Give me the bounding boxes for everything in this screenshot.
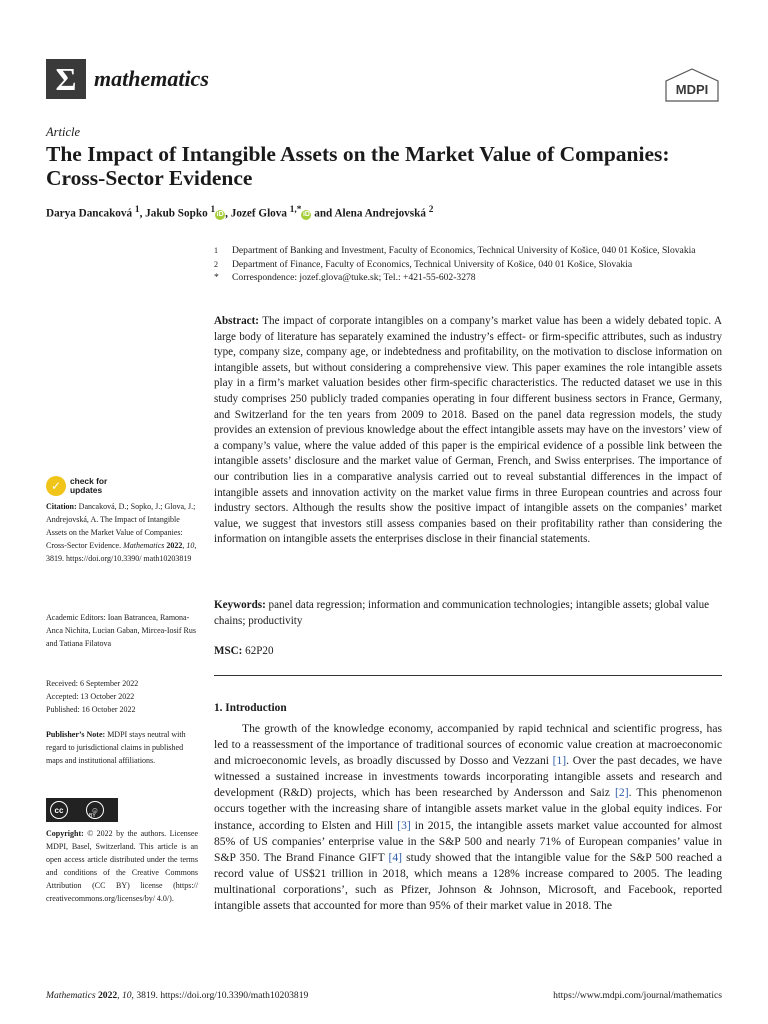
citation-link[interactable]: [2] bbox=[615, 786, 629, 800]
dates-block bbox=[46, 677, 198, 716]
abstract bbox=[214, 314, 722, 548]
abstract-text: The impact of corporate intangibles on a company’s market value has been a widely debated topic. A large body of literature has separately examined the industry’s effect- or firm-specific attributes, such as industry type, company size, company age, or indebtedness and profitability, on the motivation to disclose information on intangible assets, but without considering a comprehensive view. This paper examines the role intangible assets play in a firm’s market valuation besides other firm-specific characteristics. The reducted dataset we use in this study comprises 250 publicly traded companies operating in four different business sectors in France, Germany, and Switzerland for the ten years from 2009 to 2018. Based on the panel data regression models, the study provides an extension of previous knowledge about the effect intangible assets may have on the investors’ view of a company’s value, where the value added of this paper is the empirical evidence of a possible link between the intangible assets’ disclosure and the market value of German, French, and Swiss enterprises. The importance of our contribution lies in a comparative analysis carried out to reveal substantial differences in the impact of intangible assets and innovation activity on the market value firms in three European countries and across four industry sectors. Although the results show the positive impact of intangible assets on the companies’ market value, we suggest that investors still assess companies based on their profitability rather than considering the information on intangible assets the enterprises disclose in their financial statements. bbox=[214, 315, 722, 546]
citation-link[interactable]: [4] bbox=[388, 850, 403, 864]
updates-text: updates bbox=[70, 485, 103, 495]
intro-paragraph bbox=[214, 721, 722, 914]
author-name[interactable]: Darya Dancaková bbox=[46, 207, 133, 220]
citation-text: Dancaková, D.; Sopko, J.; Glova, J.; Andrejovská, A. The Impact of Intangible Assets on the Market Value of Companies: Cross-Sector Evidence. bbox=[46, 502, 196, 551]
citation-doi[interactable]: , 3819. https://doi.org/10.3390/ math10203819 bbox=[46, 541, 197, 564]
footer-volume: 10 bbox=[121, 990, 132, 1001]
copyright-text: © 2022 by the authors. Licensee MDPI, Basel, Switzerland. This article is an open access article distributed under the terms and conditions of the Creative Commons Attribution (CC BY) license (https:// creativecommons.org/licenses/by/ 4.0/). bbox=[46, 829, 199, 904]
author-sup: 1,* bbox=[289, 205, 302, 215]
msc-code: 62P20 bbox=[245, 645, 274, 657]
orcid-icon[interactable]: iD bbox=[216, 210, 224, 218]
author-name[interactable]: Alena Andrejovská bbox=[334, 207, 426, 220]
citation-link[interactable]: [1] bbox=[552, 754, 567, 768]
journal-logo bbox=[46, 59, 86, 99]
msc bbox=[214, 645, 274, 657]
author-name[interactable]: Jozef Glova bbox=[230, 207, 287, 220]
citation-label: Citation: bbox=[46, 502, 77, 511]
citation-journal: Mathematics bbox=[123, 541, 165, 551]
publisher-note bbox=[46, 728, 198, 767]
section-divider bbox=[214, 675, 722, 676]
section-heading: 1. Introduction bbox=[214, 702, 287, 714]
citation-year: 2022 bbox=[166, 541, 183, 551]
affiliation-text: Department of Finance, Faculty of Economics, Technical University of Košice, 040 01 Košice, Slovakia bbox=[232, 258, 633, 270]
affiliation-item bbox=[214, 244, 724, 258]
author-sup: 1 bbox=[134, 205, 140, 215]
check-for-updates-badge[interactable] bbox=[46, 476, 107, 496]
citation-link[interactable]: [3] bbox=[397, 818, 411, 832]
correspondence-text[interactable]: Correspondence: jozef.glova@tuke.sk; Tel.: +421-55-602-3278 bbox=[232, 272, 476, 283]
published-date: Published: 16 October 2022 bbox=[46, 705, 136, 715]
copyright-label: Copyright: bbox=[46, 829, 84, 838]
orcid-icon[interactable]: iD bbox=[302, 210, 310, 218]
accepted-date: Accepted: 13 October 2022 bbox=[46, 692, 135, 702]
affiliation-item bbox=[214, 271, 724, 285]
intro-text: study showed that the intangible value for the S&P 500 reached a record value of US$21 trillion in 2018, which means a 128% increase compared to 2005. The leading multinational corporations’, such as Pfizer, Johnson & Johnson, Microsoft, and Facebook, reported intangible assets that accounted for more than 95% of their market value in 2018. The bbox=[214, 850, 723, 913]
author-list: Darya Dancaková $^1$, Jakub Sopko $^1$ iD , Jozef Glova $^{1,*}$ iD and Alena Andrejovská $^2$ bbox=[46, 205, 434, 220]
publisher-note-text: MDPI stays neutral with regard to jurisdictional claims in published maps and institutional affiliations. bbox=[46, 730, 186, 766]
publisher-text: MDPI bbox=[675, 82, 709, 97]
affiliation-number: 1 bbox=[214, 246, 218, 255]
msc-label: MSC: bbox=[214, 645, 243, 657]
sigma-icon: Σ bbox=[55, 60, 77, 97]
intro-text: . This phenomenon occurs together with the increasing share of intangible assets market value in the global equity indices. For instance, according to Elsten and Hill bbox=[214, 786, 722, 832]
cc-by-license-badge[interactable] bbox=[46, 798, 118, 822]
intro-text: in 2015, the intangible assets market value accounted for almost 85% of US companies’ enterprise value in the S&P 500 and nearly 71% of European companies’ value in S&P 350. The Brand Finance GIFT bbox=[214, 818, 722, 864]
affiliation-text: Department of Banking and Investment, Faculty of Economics, Technical University of Košice, 040 01 Košice, Slovakia bbox=[232, 245, 696, 256]
footer-journal: Mathematics bbox=[46, 990, 96, 1001]
affiliation-number: 2 bbox=[214, 259, 218, 269]
mdpi-logo bbox=[664, 68, 720, 102]
cc-icon: cc bbox=[50, 801, 68, 819]
author-sup: 2 bbox=[428, 205, 434, 215]
keywords-label: Keywords: bbox=[214, 599, 266, 611]
keywords bbox=[214, 598, 722, 629]
footer-doi[interactable]: , 3819. https://doi.org/10.3390/math10203819 bbox=[131, 990, 309, 1001]
footer-citation: Mathematics 2022, 10, 3819. https://doi.org/10.3390/math10203819 bbox=[46, 990, 309, 1001]
academic-editors: Academic Editors: Ioan Batrancea, Ramona-Anca Nichita, Lucian Gaban, Mircea-Iosif Rus and Tatiana Filatova bbox=[46, 613, 196, 649]
keywords-text: panel data regression; information and communication technologies; intangible assets; global value chains; productivity bbox=[214, 599, 710, 627]
author-sup: 1 bbox=[210, 205, 216, 215]
intro-text: . Over the past decades, we have witnessed a sustained increase in investments towards incorporating intangible assets and research and development (R&D) projects, which has been researched by Andersson and Saiz bbox=[214, 754, 722, 800]
journal-name: mathematics bbox=[94, 66, 209, 91]
publisher-note-label: Publisher’s Note: bbox=[46, 730, 106, 739]
footer-journal-url[interactable]: https://www.mdpi.com/journal/mathematics bbox=[553, 990, 722, 1001]
person-icon: ☺ bbox=[86, 801, 104, 819]
by-text: BY bbox=[89, 813, 96, 819]
check-icon: ✓ bbox=[46, 476, 66, 496]
author-name[interactable]: Jakub Sopko bbox=[145, 207, 208, 220]
footer-year: 2022 bbox=[97, 990, 118, 1001]
affiliations bbox=[214, 244, 724, 285]
citation-volume: 10 bbox=[186, 541, 195, 551]
article-type: Article bbox=[46, 125, 81, 139]
intro-text: The growth of the knowledge economy, accompanied by rapid technical and scientific progress, has led to a reassessment of the importance of traditional sources of economic value creation at macroeconomic and microeconomic levels, as broadly discussed by Dosso and Vezzani bbox=[214, 722, 722, 768]
copyright-block bbox=[46, 827, 198, 906]
abstract-label: Abstract: bbox=[214, 315, 259, 327]
citation-block: Citation: Dancaková, D.; Sopko, J.; Glova, J.; Andrejovská, A. The Impact of Intangible Assets on the Market Value of Companies: Cross-Sector Evidence. Mathematics 2022, 10, 3819. https://doi.org/10.3390/ math10203819 bbox=[46, 502, 197, 564]
affiliation-item bbox=[214, 258, 724, 272]
affiliation-number: * bbox=[214, 272, 219, 283]
check-for-text: check for bbox=[70, 476, 108, 486]
received-date: Received: 6 September 2022 bbox=[46, 679, 139, 688]
paper-title: The Impact of Intangible Assets on the Market Value of Companies: Cross-Sector Evidence bbox=[46, 142, 670, 190]
